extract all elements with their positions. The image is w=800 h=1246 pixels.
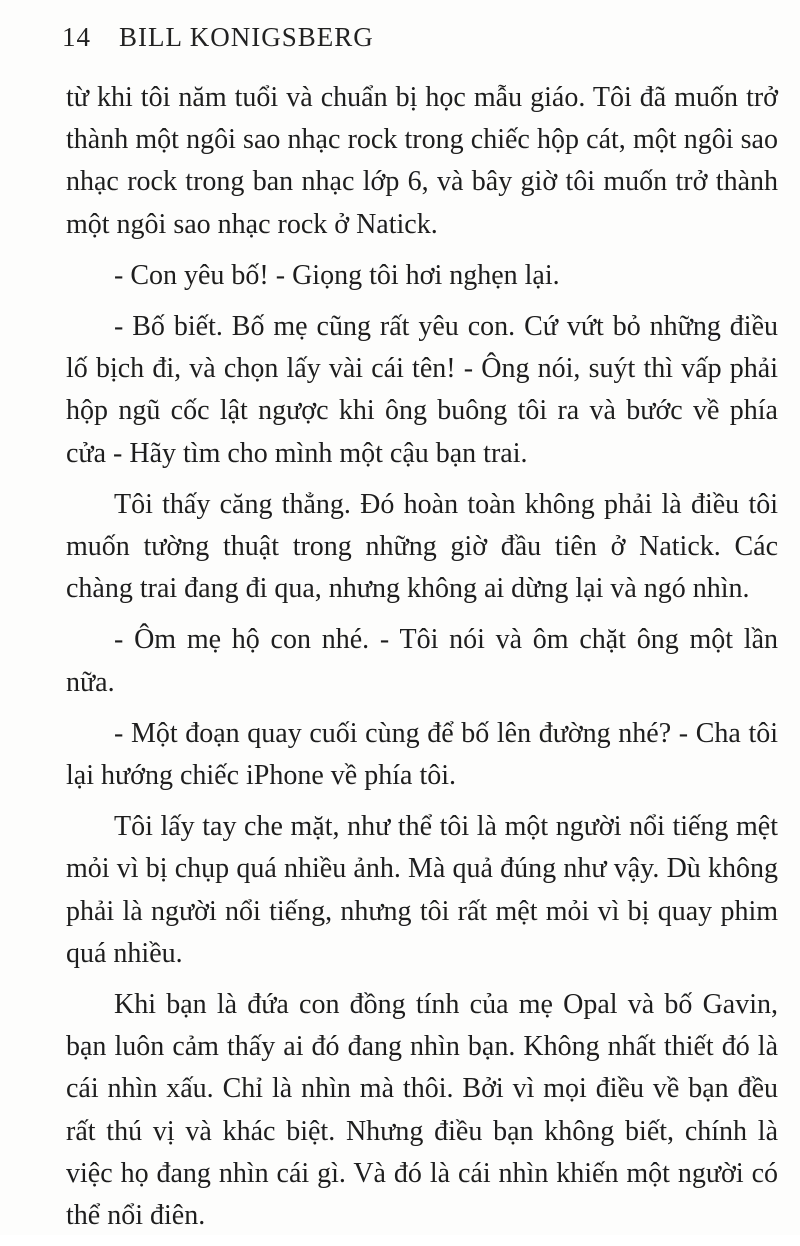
- running-title: BILL KONIGSBERG: [119, 22, 374, 52]
- paragraph-dialogue: - Con yêu bố! - Giọng tôi hơi nghẹn lại.: [114, 259, 560, 291]
- paragraph: Khi bạn là đứa con đồng tính của mẹ Opal và bố Gavin, bạn luôn cảm thấy ai đó đang nhìn bạn. Không nhất thiết đó là cái nhìn xấu. Chỉ là nhìn mà thôi. Bởi vì mọi điều về bạn đều rất thú vị và khác biệt. Nhưng điều bạn không biết, chính là việc họ đang nhìn cái gì. Và đó là cái nhìn khiến một người có thể nổi điên.: [66, 989, 778, 1232]
- paragraph-continued: từ khi tôi năm tuổi và chuẩn bị học mẫu giáo. Tôi đã muốn trở thành một ngôi sao nhạc rock trong chiếc hộp cát, một ngôi sao nhạc rock trong ban nhạc lớp 6, và bây giờ tôi muốn trở thành một ngôi sao nhạc rock ở Natick.: [66, 82, 778, 240]
- paragraph-dialogue: - Bố biết. Bố mẹ cũng rất yêu con. Cứ vứt bỏ những điều lố bịch đi, và chọn lấy vài cái tên! - Ông nói, suýt thì vấp phải hộp ngũ cốc lật ngược khi ông buông tôi ra và bước về phía cửa - Hãy tìm cho mình một cậu bạn trai.: [66, 311, 778, 469]
- running-header: [62, 22, 374, 53]
- paragraph-dialogue: - Ôm mẹ hộ con nhé. - Tôi nói và ôm chặt ông một lần nữa.: [66, 624, 778, 698]
- paragraph-dialogue: - Một đoạn quay cuối cùng để bố lên đường nhé? - Cha tôi lại hướng chiếc iPhone về phía tôi.: [66, 717, 778, 792]
- body-text: [66, 77, 778, 1246]
- paragraph: Tôi thấy căng thẳng. Đó hoàn toàn không phải là điều tôi muốn tường thuật trong những giờ đầu tiên ở Natick. Các chàng trai đang đi qua, nhưng không ai dừng lại và ngó nhìn.: [66, 488, 778, 605]
- page-number: 14: [62, 22, 91, 52]
- paragraph: Tôi lấy tay che mặt, như thể tôi là một người nổi tiếng mệt mỏi vì bị chụp quá nhiều ảnh. Mà quả đúng như vậy. Dù không phải là người nổi tiếng, nhưng tôi rất mệt mỏi vì bị quay phim quá nhiều.: [66, 811, 778, 969]
